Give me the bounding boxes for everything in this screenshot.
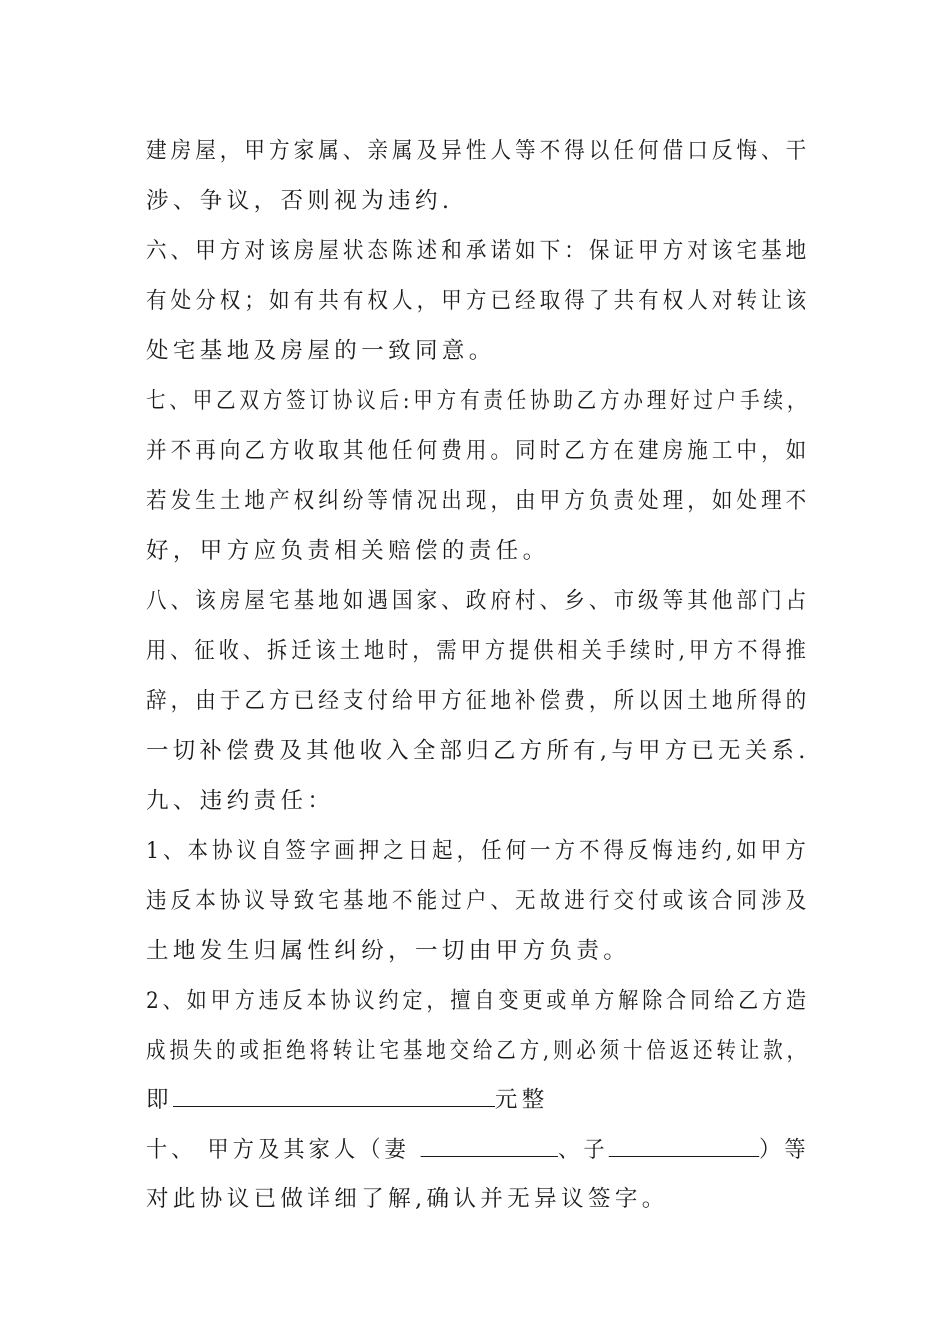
- text-line: 好，甲方应负责相关赔偿的责任。: [146, 538, 550, 564]
- text-line: 九、违约责任：: [146, 788, 335, 814]
- clause-ten-text-2: 、子: [558, 1137, 609, 1163]
- clause-ten-text-1: 十、 甲方及其家人（妻: [146, 1137, 421, 1163]
- text-line: 用、征收、拆迁该土地时，需甲方提供相关手续时,甲方不得推: [146, 638, 810, 664]
- clause-ten-line: [146, 1134, 810, 1164]
- text-line: 七、甲乙双方签订协议后:甲方有责任协助乙方办理好过户手续，: [146, 388, 811, 414]
- text-line: 对此协议已做详细了解,确认并无异议签字。: [146, 1186, 669, 1212]
- text-line: 八、该房屋宅基地如遇国家、政府村、乡、市级等其他部门占: [146, 588, 811, 614]
- text-line: 有处分权；如有共有权人，甲方已经取得了共有权人对转让该: [146, 288, 811, 314]
- amount-line: [146, 1084, 549, 1114]
- wife-name-blank-field[interactable]: [421, 1134, 558, 1157]
- text-line: 六、甲方对该房屋状态陈述和承诺如下：保证甲方对该宅基地: [146, 238, 811, 264]
- amount-prefix: 即: [146, 1087, 173, 1113]
- text-line: 成损失的或拒绝将转让宅基地交给乙方,则必须十倍返还转让款，: [146, 1038, 810, 1064]
- amount-suffix: 元整: [494, 1087, 549, 1113]
- child-name-blank-field[interactable]: [609, 1134, 759, 1157]
- text-line: 1、本协议自签字画押之日起，任何一方不得反悔违约,如甲方: [146, 838, 810, 864]
- text-line: 辞，由于乙方已经支付给甲方征地补偿费，所以因土地所得的: [146, 688, 811, 714]
- text-line: 2、如甲方违反本协议约定，擅自变更或单方解除合同给乙方造: [146, 988, 811, 1014]
- text-line: 涉、争议，否则视为违约.: [146, 188, 454, 214]
- clause-ten-text-3: ）等: [759, 1137, 810, 1163]
- text-line: 一切补偿费及其他收入全部归乙方所有,与甲方已无关系.: [146, 738, 810, 764]
- text-line: 处宅基地及房屋的一致同意。: [146, 338, 496, 364]
- text-line: 建房屋，甲方家属、亲属及异性人等不得以任何借口反悔、干: [146, 138, 811, 164]
- text-line: 并不再向乙方收取其他任何费用。同时乙方在建房施工中，如: [146, 438, 811, 464]
- amount-blank-field[interactable]: [173, 1084, 495, 1107]
- text-line: 土地发生归属性纠纷，一切由甲方负责。: [146, 938, 631, 964]
- text-line: 若发生土地产权纠纷等情况出现，由甲方负责处理，如处理不: [146, 488, 811, 514]
- text-line: 违反本协议导致宅基地不能过户、无故进行交付或该合同涉及: [146, 888, 811, 914]
